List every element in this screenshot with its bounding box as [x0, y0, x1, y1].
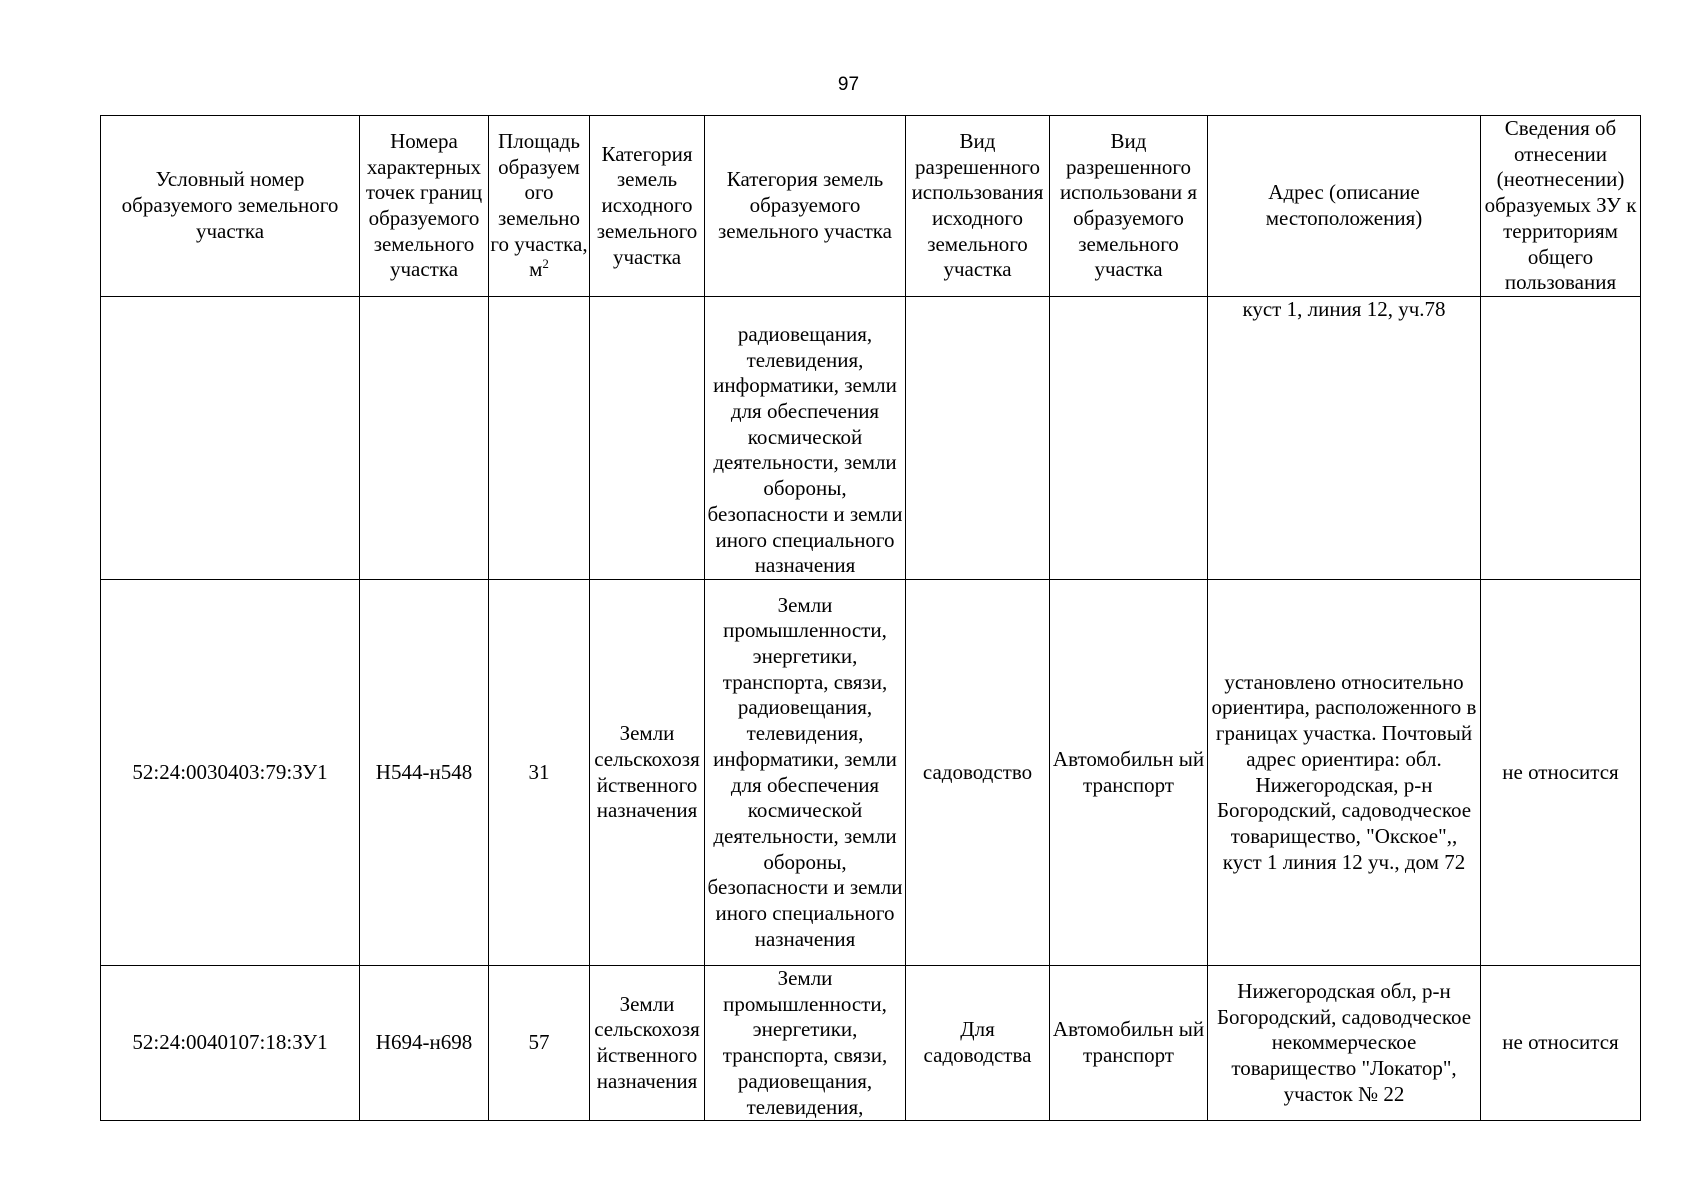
header-boundary-points: Номера характерных точек границ образуемого земельного участка — [360, 116, 489, 297]
cell-new-use: Автомобильн ый транспорт — [1050, 966, 1208, 1121]
cell-area — [489, 297, 590, 580]
cell-source-category: Земли сельскохозя йственного назначения — [590, 580, 705, 966]
cell-source-use: Для садоводства — [906, 966, 1050, 1121]
cell-source-category — [590, 297, 705, 580]
cell-source-category: Земли сельскохозя йственного назначения — [590, 966, 705, 1121]
table-row — [101, 966, 1641, 1121]
cell-boundary-points: Н694-н698 — [360, 966, 489, 1121]
cell-plot-number: 52:24:0030403:79:ЗУ1 — [101, 580, 360, 966]
header-area-unit-sup: 2 — [542, 256, 549, 272]
header-address: Адрес (описание местоположения) — [1208, 116, 1481, 297]
cell-source-use: садоводство — [906, 580, 1050, 966]
cell-boundary-points — [360, 297, 489, 580]
table-row — [101, 297, 1641, 580]
header-source-use: Вид разрешенного использования исходного земельного участка — [906, 116, 1050, 297]
header-area — [489, 116, 590, 297]
cell-boundary-points: Н544-н548 — [360, 580, 489, 966]
header-new-category: Категория земель образуемого земельного участка — [705, 116, 906, 297]
page-number: 97 — [837, 74, 860, 95]
header-public-use: Сведения об отнесении (неотнесении) образуемых ЗУ к территориям общего пользования — [1481, 116, 1641, 297]
table-row — [101, 580, 1641, 966]
header-plot-number: Условный номер образуемого земельного участка — [101, 116, 360, 297]
cell-address: куст 1, линия 12, уч.78 — [1208, 297, 1481, 580]
cell-public-use: не относится — [1481, 966, 1641, 1121]
cell-address: установлено относительно ориентира, расположенного в границах участка. Почтовый адрес ориентира: обл. Нижегородская, р-н Богородский, садоводческое товарищество, "Окское",, куст 1 линия 12 уч., дом 72 — [1208, 580, 1481, 966]
land-plots-table — [100, 115, 1641, 1121]
cell-plot-number: 52:24:0040107:18:ЗУ1 — [101, 966, 360, 1121]
cell-area: 31 — [489, 580, 590, 966]
header-source-category: Категория земель исходного земельного участка — [590, 116, 705, 297]
cell-public-use — [1481, 297, 1641, 580]
cell-new-use: Автомобильн ый транспорт — [1050, 580, 1208, 966]
header-row — [101, 116, 1641, 297]
cell-new-category: радиовещания, телевидения, информатики, земли для обеспечения космической деятельности, земли обороны, безопасности и земли иного специального назначения — [705, 297, 906, 580]
header-area-text: Площадь образуем ого земельно го участка, м — [490, 128, 588, 282]
cell-new-category: Земли промышленности, энергетики, транспорта, связи, радиовещания, телевидения, информатики, земли для обеспечения космической деятельности, земли обороны, безопасности и земли иного специального назначения — [705, 580, 906, 966]
cell-address: Нижегородская обл, р-н Богородский, садоводческое некоммерческое товарищество "Локатор", участок № 22 — [1208, 966, 1481, 1121]
cell-plot-number — [101, 297, 360, 580]
cell-area: 57 — [489, 966, 590, 1121]
cell-public-use: не относится — [1481, 580, 1641, 966]
cell-source-use — [906, 297, 1050, 580]
header-new-use: Вид разрешенного использовани я образуемого земельного участка — [1050, 116, 1208, 297]
cell-new-category: Земли промышленности, энергетики, транспорта, связи, радиовещания, телевидения, — [705, 966, 906, 1121]
cell-new-use — [1050, 297, 1208, 580]
